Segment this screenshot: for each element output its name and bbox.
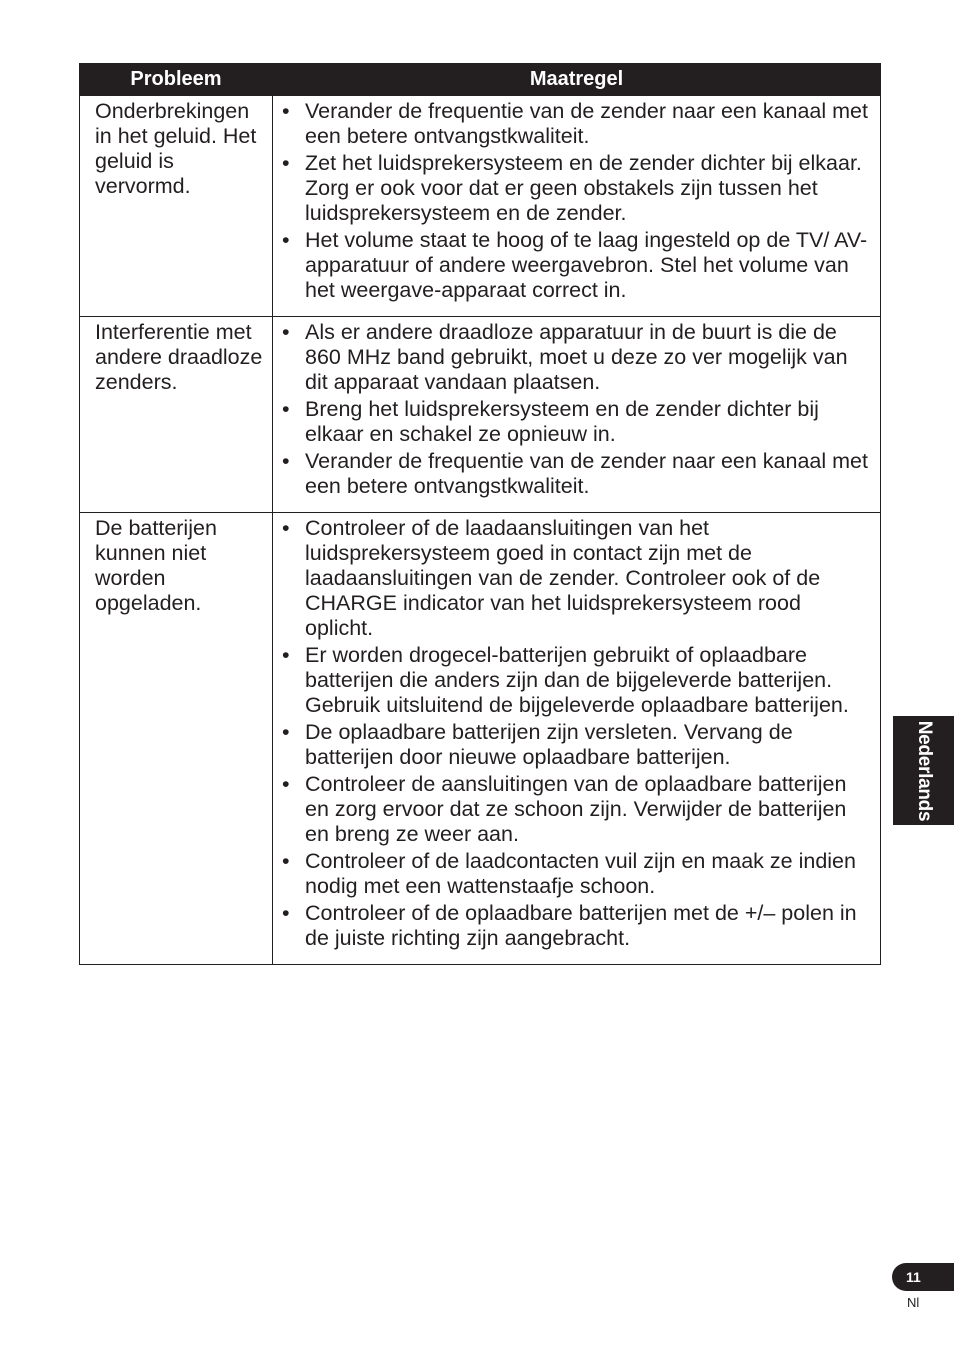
table-row [80,96,881,317]
measure-text: Het volume staat te hoog of te laag ingesteld op de TV/ AV-apparatuur of andere weergavebron. Stel het volume van het weergave-apparaat correct in. [305,228,868,302]
measure-item [282,643,870,718]
measure-text: Er worden drogecel-batterijen gebruikt of oplaadbare batterijen die anders zijn dan de bijgeleverde batterijen. Gebruik uitsluitend de bijgeleverde oplaadbare batterijen. [305,643,849,717]
measure-item [282,320,870,395]
measure-text: Controleer of de oplaadbare batterijen met de +/– polen in de juiste richting zijn aangebracht. [305,901,857,950]
language-side-tab-label: Nederlands [913,720,935,821]
measure-item [282,228,870,303]
bullet-icon: • [282,772,290,796]
bullet-icon: • [282,99,290,123]
measure-item [282,720,870,770]
measure-list [282,516,870,951]
measure-text: Controleer de aansluitingen van de oplaadbare batterijen en zorg ervoor dat ze schoon zijn. Verwijder de batterijen en breng ze weer aan. [305,772,847,846]
measure-item [282,449,870,499]
measures-cell [273,513,881,965]
language-side-tab [893,716,954,825]
measure-item [282,99,870,149]
measure-text: Verander de frequentie van de zender naar een kanaal met een betere ontvangstkwaliteit. [305,449,868,498]
header-measure: Maatregel [273,64,881,96]
measure-list [282,99,870,303]
page-number: 11 [892,1263,954,1291]
problem-cell: Interferentie met andere draadloze zenders. [80,317,273,513]
table-row [80,513,881,965]
measure-text: Zet het luidsprekersysteem en de zender dichter bij elkaar. Zorg er ook voor dat er geen obstakels zijn tussen het luidsprekersysteem en de zender. [305,151,862,225]
measures-cell [273,96,881,317]
measure-text: Controleer of de laadaansluitingen van het luidsprekersysteem goed in contact zijn met de laadaansluitingen van de zender. Controleer ook of de CHARGE indicator van het luidsprekersysteem rood oplicht. [305,516,821,640]
measure-text: De oplaadbare batterijen zijn versleten. Vervang de batterijen door nieuwe oplaadbare batterijen. [305,720,793,769]
measure-item [282,151,870,226]
bullet-icon: • [282,516,290,540]
header-problem: Probleem [80,64,273,96]
bullet-icon: • [282,901,290,925]
table-row [80,317,881,513]
measure-text: Als er andere draadloze apparatuur in de buurt is die de 860 MHz band gebruikt, moet u deze zo ver mogelijk van dit apparaat vandaan plaatsen. [305,320,848,394]
bullet-icon: • [282,643,290,667]
measures-cell [273,317,881,513]
bullet-icon: • [282,228,290,252]
problem-cell: De batterijen kunnen niet worden opgeladen. [80,513,273,965]
problem-cell: Onderbrekingen in het geluid. Het geluid is vervormd. [80,96,273,317]
bullet-icon: • [282,397,290,421]
troubleshooting-table-container [79,63,880,965]
measure-item [282,397,870,447]
measure-text: Controleer of de laadcontacten vuil zijn en maak ze indien nodig met een wattenstaafje schoon. [305,849,856,898]
bullet-icon: • [282,151,290,175]
table-header-row [80,64,881,96]
bullet-icon: • [282,449,290,473]
measure-item [282,516,870,641]
troubleshooting-table [79,63,881,965]
bullet-icon: • [282,720,290,744]
bullet-icon: • [282,849,290,873]
measure-list [282,320,870,499]
measure-item [282,849,870,899]
measure-text: Breng het luidsprekersysteem en de zender dichter bij elkaar en schakel ze opnieuw in. [305,397,819,446]
bullet-icon: • [282,320,290,344]
measure-item [282,901,870,951]
language-code: Nl [907,1295,920,1310]
measure-item [282,772,870,847]
measure-text: Verander de frequentie van de zender naar een kanaal met een betere ontvangstkwaliteit. [305,99,868,148]
